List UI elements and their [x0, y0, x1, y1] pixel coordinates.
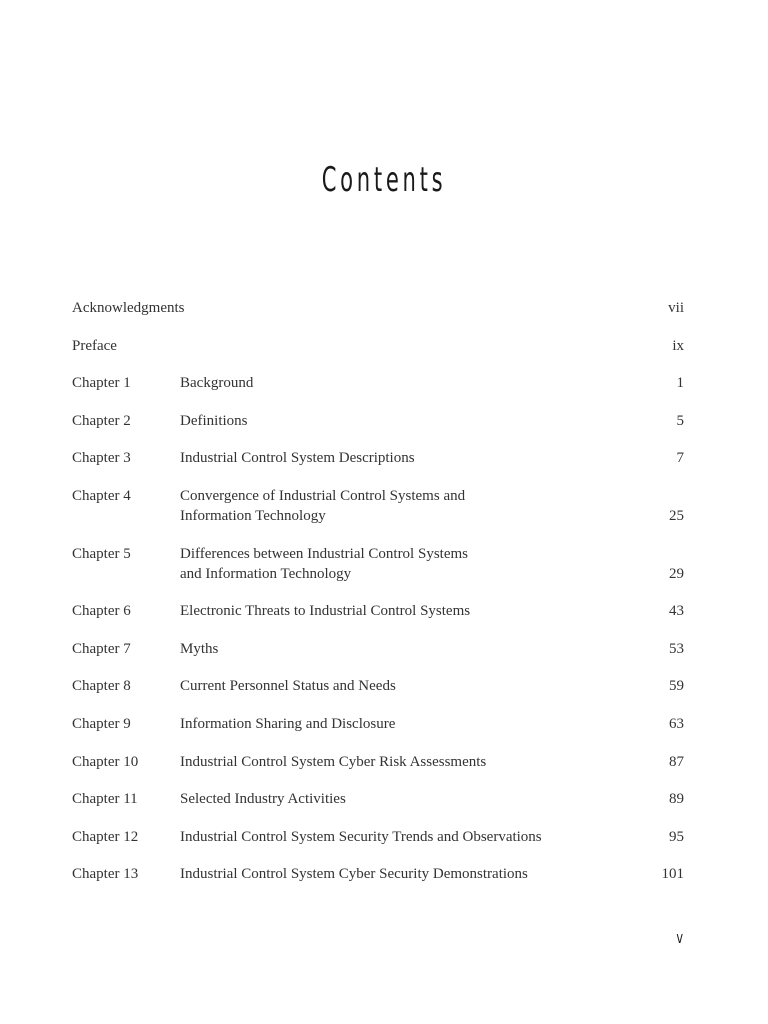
toc-entry-label: Chapter 13 [72, 866, 139, 883]
toc-entry[interactable] [72, 486, 684, 526]
toc-entry-page: 1 [676, 375, 684, 392]
toc-entry[interactable] [72, 714, 684, 734]
toc-entry-label: Chapter 2 [72, 412, 131, 429]
toc-entry[interactable] [72, 676, 684, 696]
toc-entry-title: Differences between Industrial Control Systems and Information Technology [180, 545, 468, 582]
toc-entry-title: Electronic Threats to Industrial Control Systems [180, 603, 471, 620]
toc-entry-title: Information Sharing and Disclosure [180, 715, 396, 732]
toc-entry-label: Chapter 12 [72, 828, 139, 845]
toc-entry-page: ix [672, 337, 684, 354]
toc-entry[interactable] [72, 336, 684, 356]
toc-entry-label: Chapter 6 [72, 603, 131, 620]
toc-entry-title: Industrial Control System Cyber Security Demonstrations [180, 866, 528, 883]
toc-entry[interactable] [72, 448, 684, 468]
toc-entry-page: 7 [676, 450, 684, 467]
toc-entry-label: Chapter 10 [72, 753, 139, 770]
toc-entry-page: vii [668, 300, 684, 316]
toc-entry-label: Chapter 8 [72, 678, 131, 695]
toc-entry[interactable] [72, 752, 684, 772]
toc-entry[interactable] [72, 827, 684, 847]
toc-entry[interactable] [72, 639, 684, 659]
toc-entry[interactable] [72, 864, 684, 884]
toc-entry[interactable] [72, 373, 684, 393]
toc-entry-title: Background [180, 375, 254, 392]
toc-entry-title: Definitions [180, 412, 248, 429]
toc-entry-label: Chapter 4 [72, 487, 131, 504]
toc-entry-title: Current Personnel Status and Needs [180, 678, 396, 695]
toc-entry-page: 87 [669, 753, 684, 770]
toc-entry-page: 25 [669, 507, 684, 524]
toc-entry-title: Industrial Control System Descriptions [180, 450, 415, 467]
toc-entry-label: Chapter 7 [72, 640, 131, 657]
toc-entry-title: Selected Industry Activities [180, 791, 346, 808]
toc-entry-label: Chapter 9 [72, 715, 131, 732]
toc-entry-page: 53 [669, 640, 684, 657]
toc-entry-page: 43 [669, 603, 684, 620]
toc-entry-title: Myths [180, 640, 219, 657]
toc-entry-label: Chapter 5 [72, 545, 131, 562]
toc-entry-page: 89 [669, 791, 684, 808]
page-title: Contents [321, 160, 447, 200]
toc-entry-page: 29 [669, 565, 684, 582]
toc-entry-page: 5 [676, 412, 684, 429]
toc-entry-title: Industrial Control System Cyber Risk Assessments [180, 753, 487, 770]
toc-entry-page: 101 [661, 866, 684, 883]
toc-entry[interactable] [72, 411, 684, 431]
toc-entry-title: Industrial Control System Security Trends and Observations [180, 828, 542, 845]
toc-entry[interactable] [72, 544, 684, 584]
toc-entry[interactable] [72, 789, 684, 809]
toc-entry-page: 59 [669, 678, 684, 695]
toc-entry[interactable] [72, 298, 684, 318]
table-of-contents [72, 298, 684, 902]
toc-entry-label: Chapter 11 [72, 791, 138, 808]
page-number: v [675, 928, 683, 947]
toc-entry-label: Chapter 1 [72, 375, 131, 392]
toc-entry-label: Preface [72, 337, 117, 354]
toc-entry-title: Convergence of Industrial Control Systems and Information Technology [180, 487, 466, 524]
toc-entry-page: 95 [669, 828, 684, 845]
toc-entry-label: Chapter 3 [72, 450, 131, 467]
toc-entry[interactable] [72, 601, 684, 621]
toc-entry-label: Acknowledgments [72, 300, 185, 316]
toc-entry-page: 63 [669, 715, 684, 732]
